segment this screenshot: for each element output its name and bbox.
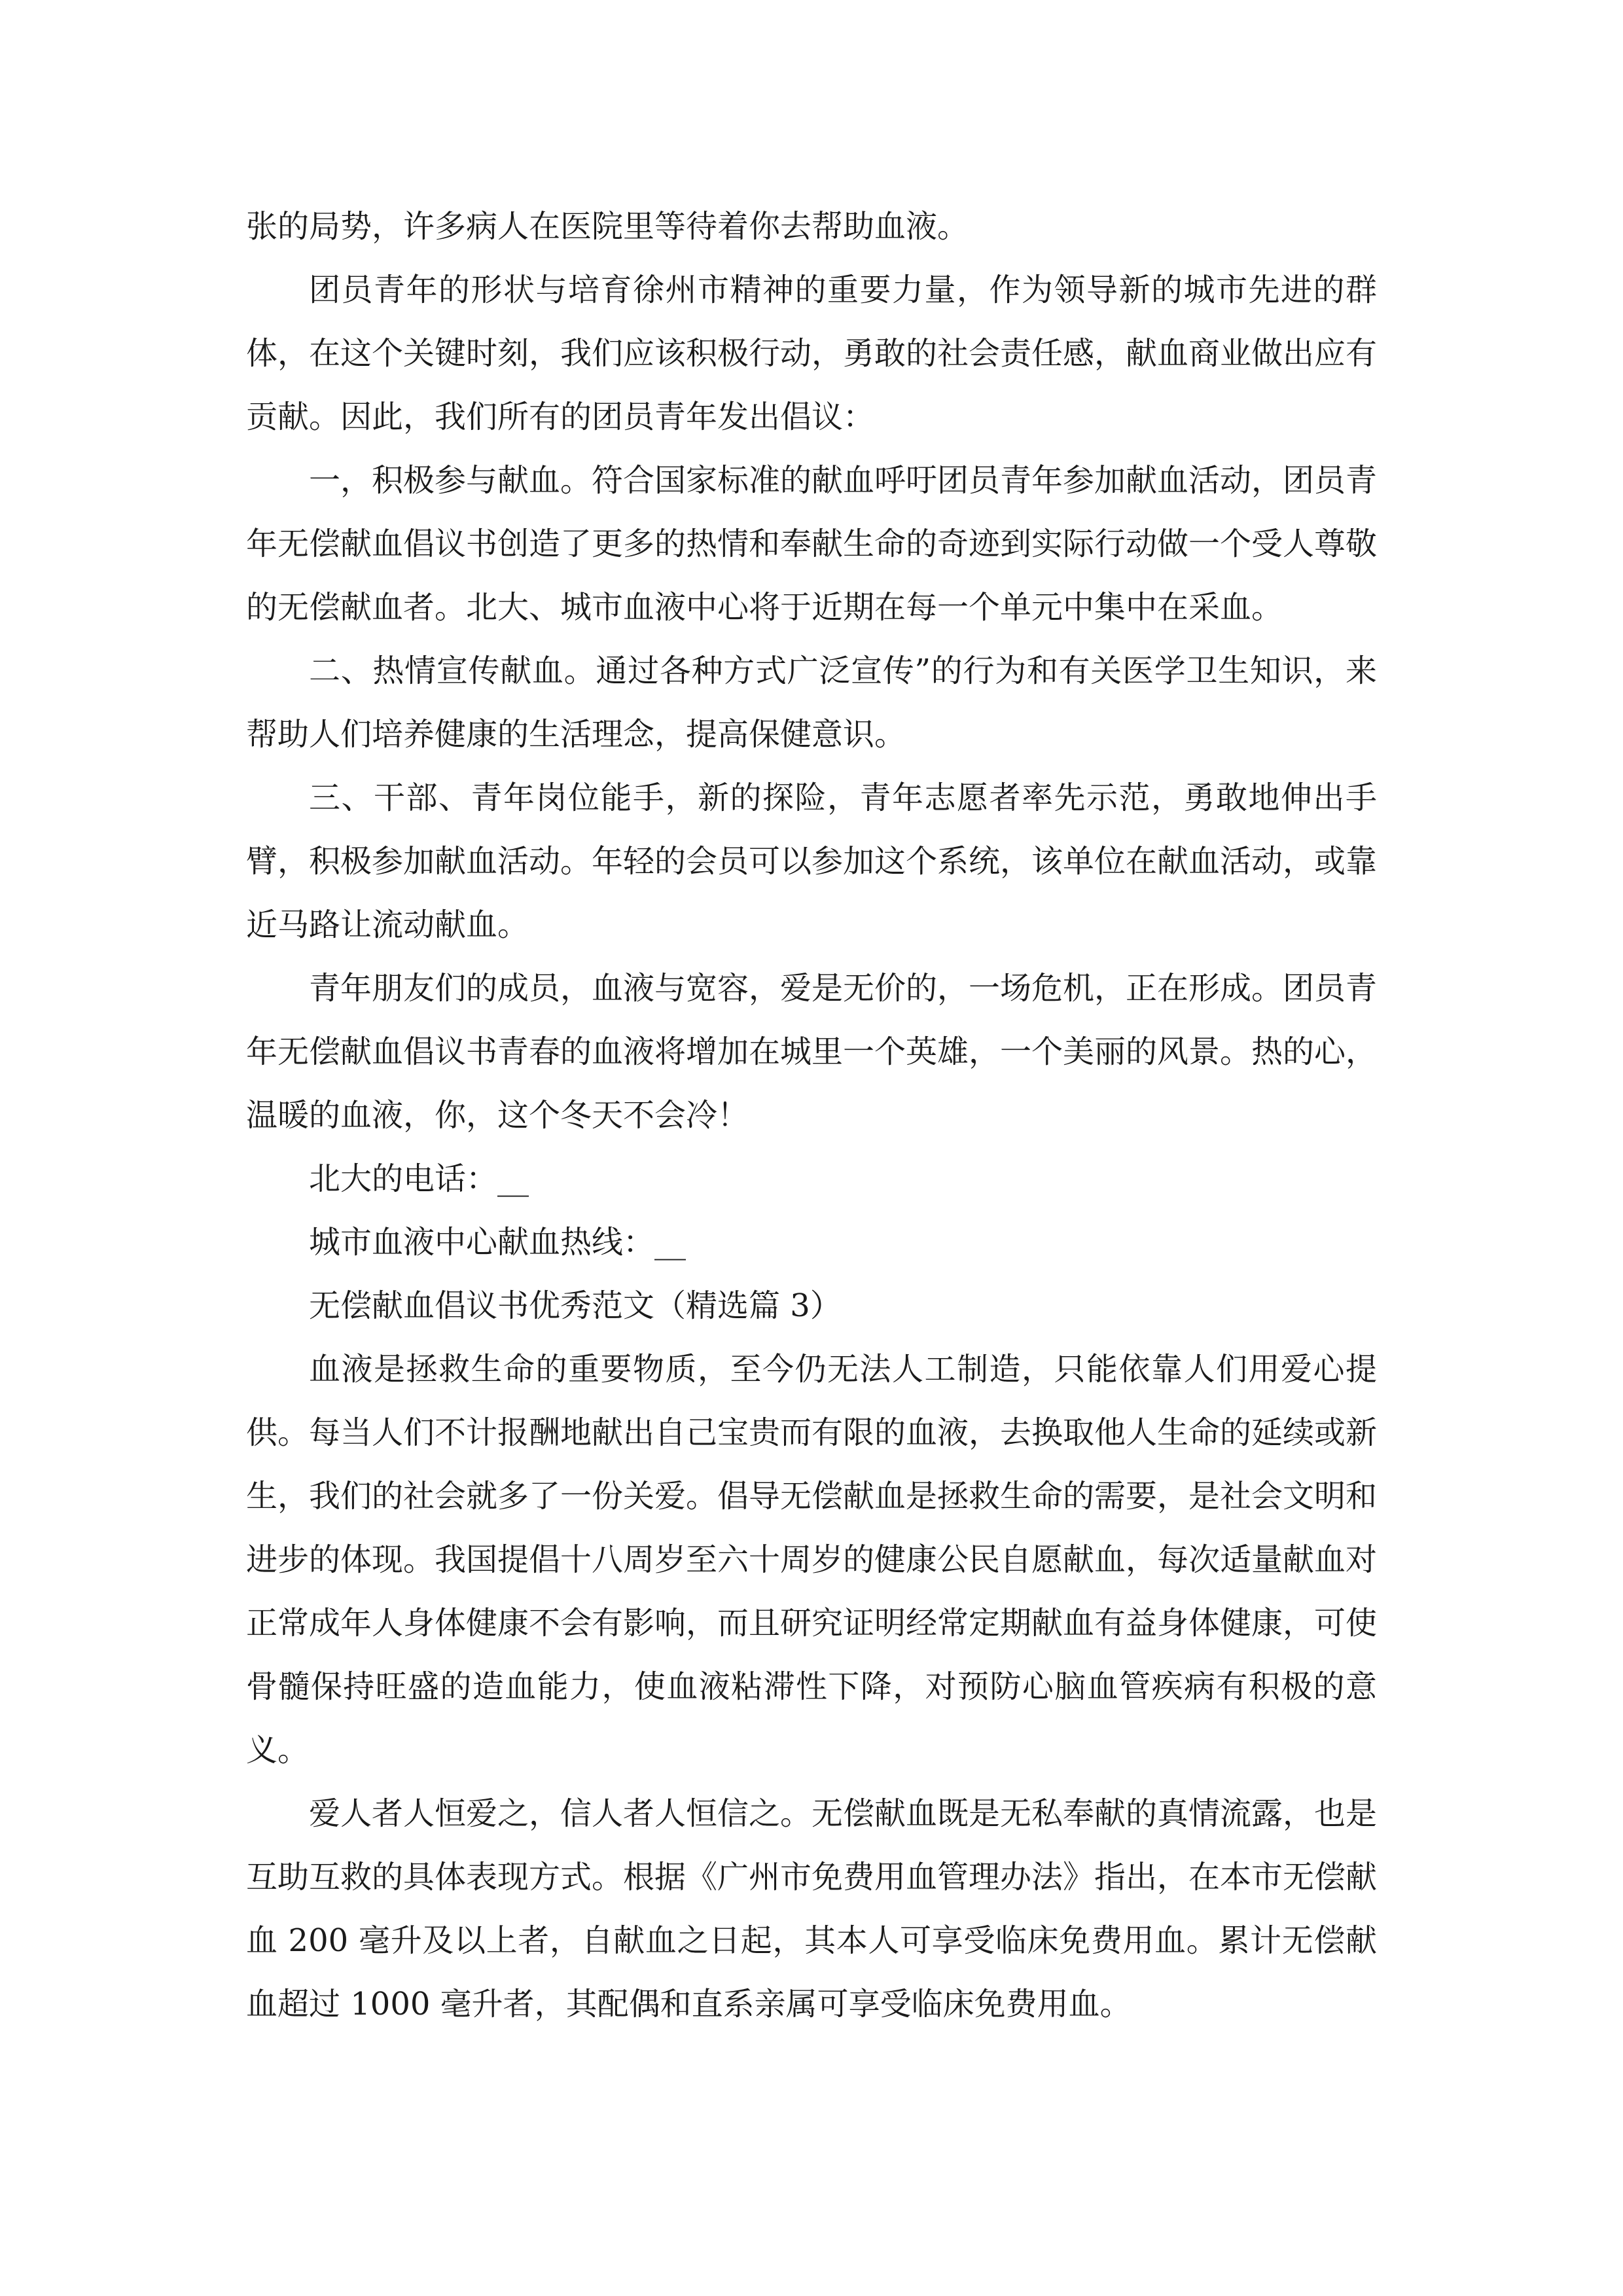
document-body — [246, 195, 1377, 2036]
paragraph-point-two: 二、热情宣传献血。通过各种方式广泛宣传”的行为和有关医学卫生知识，来帮助人们培养健康的生活理念，提高保健意识。 — [246, 653, 1377, 753]
paragraph-free-blood-policy: 爱人者人恒爱之，信人者人恒信之。无偿献血既是无私奉献的真情流露，也是互助互救的具体表现方式。根据《广州市免费用血管理办法》指出，在本市无偿献血 200 毫升及以上者，自献血之日起，其本人可享受临床免费用血。累计无偿献血超过 1000 毫升者，其配偶和直系亲属可享受临床免费用血。 — [246, 1795, 1378, 2022]
paragraph-closing-appeal: 青年朋友们的成员，血液与宽容，爱是无价的，一场危机，正在形成。团员青年无偿献血倡议书青春的血液将增加在城里一个英雄，一个美丽的风景。热的心，温暖的血液，你，这个冬天不会冷！ — [246, 970, 1378, 1134]
paragraph-youth-role: 团员青年的形状与培育徐州市精神的重要力量，作为领导新的城市先进的群体，在这个关键时刻，我们应该积极行动，勇敢的社会责任感，献血商业做出应有贡献。因此，我们所有的团员青年发出倡议： — [246, 272, 1378, 435]
paragraph-blood-importance: 血液是拯救生命的重要物质，至今仍无法人工制造，只能依靠人们用爱心提供。每当人们不计报酬地献出自己宝贵而有限的血液，去换取他人生命的延续或新生，我们的社会就多了一份关爱。倡导无偿献血是拯救生命的需要，是社会文明和进步的体现。我国提倡十八周岁至六十周岁的健康公民自愿献血，每次适量献血对正常成年人身体健康不会有影响，而且研究证明经常定期献血有益身体健康，可使骨髓保持旺盛的造血能力，使血液粘滞性下降，对预防心脑血管疾病有积极的意义。 — [246, 1351, 1378, 1768]
paragraph-continuation: 张的局势，许多病人在医院里等待着你去帮助血液。 — [246, 208, 969, 245]
hotline-blood-center: 城市血液中心献血热线：__ — [309, 1224, 687, 1261]
section-heading: 无偿献血倡议书优秀范文（精选篇 3） — [309, 1287, 842, 1324]
paragraph-point-one: 一，积极参与献血。符合国家标准的献血呼吁团员青年参加献血活动，团员青年无偿献血倡议书创造了更多的热情和奉献生命的奇迹到实际行动做一个受人尊敬的无偿献血者。北大、城市血液中心将于近期在每一个单元中集中在采血。 — [246, 462, 1378, 626]
paragraph-point-three: 三、干部、青年岗位能手，新的探险，青年志愿者率先示范，勇敢地伸出手臂，积极参加献血活动。年轻的会员可以参加这个系统，该单位在献血活动，或靠近马路让流动献血。 — [246, 780, 1378, 943]
phone-line-peking: 北大的电话：__ — [309, 1160, 529, 1197]
